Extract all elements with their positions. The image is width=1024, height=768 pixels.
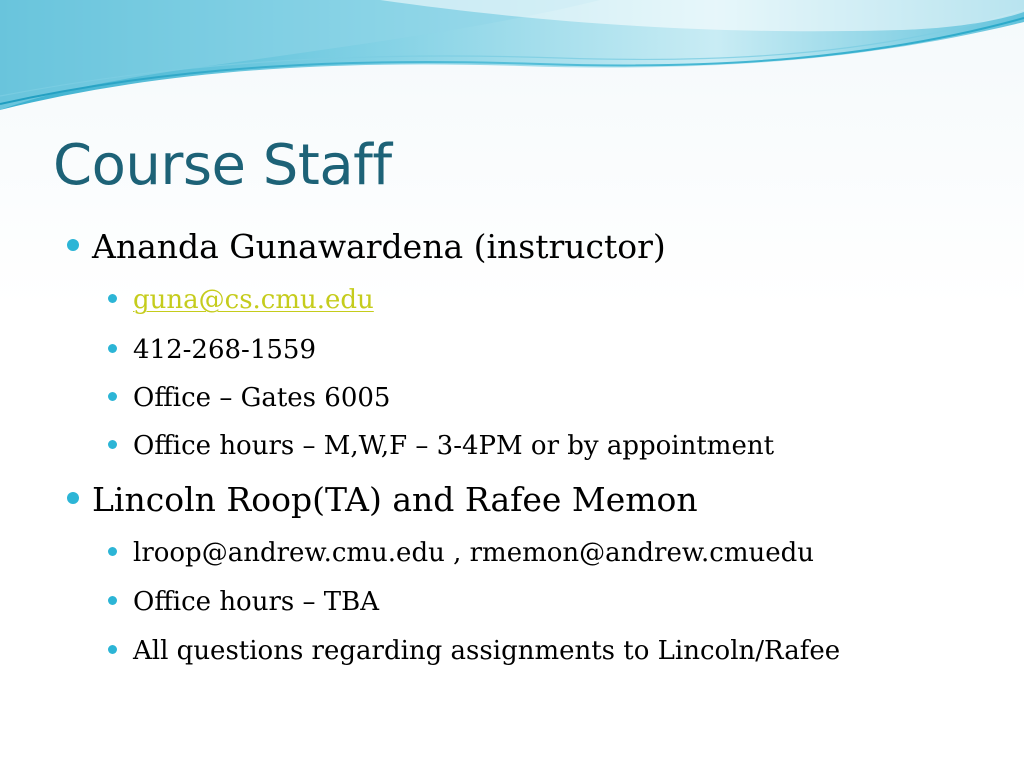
list-item-phone [108, 333, 316, 367]
bullet-icon [108, 645, 117, 654]
bullet-icon [108, 440, 117, 449]
bullet-icon [108, 392, 117, 401]
questions-note: All questions regarding assignments to Lincoln/Rafee [133, 636, 841, 666]
bullet-icon [108, 547, 117, 556]
instructor-phone: 412-268-1559 [133, 335, 316, 365]
list-item-instructor [67, 227, 666, 267]
bullet-icon [108, 294, 117, 303]
bullet-icon [67, 239, 79, 251]
list-item-ta-office-hours [108, 585, 379, 619]
list-item-tas [67, 480, 698, 520]
bullet-icon [108, 596, 117, 605]
instructor-email-link[interactable]: guna@cs.cmu.edu [133, 285, 374, 315]
list-item-ta-emails [108, 536, 814, 570]
slide-title: Course Staff [53, 133, 392, 198]
list-item-email [108, 283, 374, 317]
bullet-icon [67, 492, 79, 504]
ta-emails: lroop@andrew.cmu.edu , rmemon@andrew.cmuedu [133, 538, 815, 568]
bullet-icon [108, 344, 117, 353]
list-item-office [108, 381, 390, 415]
list-item-office-hours [108, 429, 774, 463]
instructor-office: Office – Gates 6005 [133, 383, 391, 413]
instructor-office-hours: Office hours – M,W,F – 3-4PM or by appointment [133, 431, 775, 461]
ta-names: Lincoln Roop(TA) and Rafee Memon [92, 480, 698, 519]
instructor-name: Ananda Gunawardena (instructor) [92, 227, 666, 266]
ta-office-hours: Office hours – TBA [133, 587, 379, 617]
list-item-questions [108, 634, 840, 668]
